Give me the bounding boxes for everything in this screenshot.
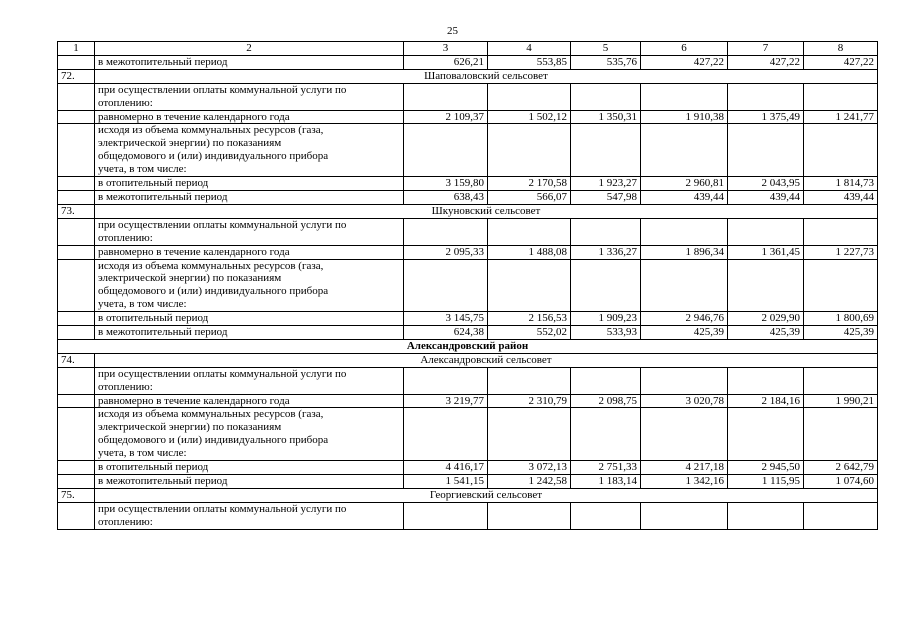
value-cell [641,408,728,461]
resources-row [58,408,878,421]
header-cell: 4 [488,42,571,56]
value-cell [804,259,878,312]
value-cell: 427,22 [804,55,878,69]
value-cell [488,367,571,394]
value-cell: 2 960,81 [641,177,728,191]
value-cell: 1 541,15 [404,475,488,489]
value-cell [728,124,804,177]
value-cell: 2 095,33 [404,245,488,259]
header-row [58,42,878,56]
value-cell [488,408,571,461]
row-label-line: отоплению: [95,232,404,245]
row-label-line: отоплению: [95,97,404,110]
value-cell [728,218,804,245]
value-cell: 1 488,08 [488,245,571,259]
heating-row [58,461,878,475]
value-cell: 1 115,95 [728,475,804,489]
row-label-line: учета, в том числе: [95,163,404,176]
row-label: в межотопительный период [95,190,404,204]
value-cell [804,408,878,461]
section-row [58,488,878,502]
value-cell [488,218,571,245]
value-cell [488,124,571,177]
value-cell: 2 310,79 [488,394,571,408]
value-cell: 3 145,75 [404,312,488,326]
index-cell [58,326,95,340]
value-cell [404,408,488,461]
section-row [58,69,878,83]
value-cell: 439,44 [641,190,728,204]
value-cell: 1 923,27 [571,177,641,191]
tariff-table [57,41,878,530]
value-cell: 2 945,50 [728,461,804,475]
value-cell: 2 109,37 [404,110,488,124]
value-cell [488,83,571,110]
value-cell: 1 336,27 [571,245,641,259]
row-label: равномерно в течение календарного года [95,245,404,259]
page-number: 25 [447,25,458,37]
value-cell: 427,22 [641,55,728,69]
value-cell [641,124,728,177]
uniform-row [58,245,878,259]
value-cell [641,367,728,394]
row-label: в межотопительный период [95,475,404,489]
value-cell: 3 020,78 [641,394,728,408]
value-cell: 2 946,76 [641,312,728,326]
section-title: Шкуновский сельсовет [95,204,878,218]
value-cell [488,259,571,312]
header-cell: 3 [404,42,488,56]
value-cell [728,367,804,394]
row-label: равномерно в течение календарного года [95,394,404,408]
value-cell [728,502,804,529]
value-cell: 3 219,77 [404,394,488,408]
value-cell: 553,85 [488,55,571,69]
value-cell [571,218,641,245]
value-cell [804,367,878,394]
table-body [58,42,878,530]
value-cell: 552,02 [488,326,571,340]
header-cell: 1 [58,42,95,56]
value-cell [641,502,728,529]
value-cell [728,83,804,110]
value-cell: 2 751,33 [571,461,641,475]
value-cell [404,83,488,110]
value-cell: 425,39 [728,326,804,340]
row-label-line: общедомового и (или) индивидуального прибора [95,434,404,447]
header-cell: 7 [728,42,804,56]
value-cell [571,367,641,394]
uniform-row [58,394,878,408]
row-label-line: при осуществлении оплаты коммунальной услуги по [95,83,404,96]
index-cell [58,83,95,110]
row-label: в отопительный период [95,312,404,326]
value-cell [641,259,728,312]
value-cell: 4 217,18 [641,461,728,475]
value-cell: 425,39 [641,326,728,340]
section-index: 73. [58,204,95,218]
value-cell: 1 896,34 [641,245,728,259]
value-cell: 624,38 [404,326,488,340]
non-heating-row [58,326,878,340]
value-cell: 533,93 [571,326,641,340]
index-cell [58,110,95,124]
index-cell [58,461,95,475]
index-cell [58,177,95,191]
value-cell: 1 361,45 [728,245,804,259]
resources-row [58,124,878,137]
row-label-line: отоплению: [95,381,404,394]
non-heating-row [58,190,878,204]
row-label-line: при осуществлении оплаты коммунальной услуги по [95,218,404,231]
value-cell: 1 910,38 [641,110,728,124]
row-label-line: учета, в том числе: [95,447,404,460]
intro-row [58,83,878,96]
value-cell: 1 183,14 [571,475,641,489]
section-index: 74. [58,353,95,367]
index-cell [58,245,95,259]
resources-row [58,259,878,272]
value-cell [804,218,878,245]
intro-row [58,218,878,231]
index-cell [58,475,95,489]
row-label: в межотопительный период [95,55,404,69]
value-cell: 1 342,16 [641,475,728,489]
value-cell: 427,22 [728,55,804,69]
value-cell: 439,44 [728,190,804,204]
value-cell [404,259,488,312]
index-cell [58,190,95,204]
value-cell: 2 029,90 [728,312,804,326]
value-cell [641,218,728,245]
row-label-line: общедомового и (или) индивидуального прибора [95,150,404,163]
value-cell: 3 159,80 [404,177,488,191]
value-cell [571,502,641,529]
row-label-line: при осуществлении оплаты коммунальной услуги по [95,502,404,515]
heating-row [58,312,878,326]
index-cell [58,259,95,312]
value-cell [804,124,878,177]
index-cell [58,218,95,245]
value-cell: 2 043,95 [728,177,804,191]
index-cell [58,502,95,529]
value-cell [571,259,641,312]
value-cell [404,124,488,177]
value-cell: 1 375,49 [728,110,804,124]
section-title: Александровский сельсовет [95,353,878,367]
value-cell: 2 170,58 [488,177,571,191]
row-label-line: электрической энергии) по показаниям [95,421,404,434]
section-row [58,353,878,367]
value-cell: 2 098,75 [571,394,641,408]
row-label-line: электрической энергии) по показаниям [95,137,404,150]
row-label-line: отоплению: [95,516,404,529]
value-cell: 1 990,21 [804,394,878,408]
value-cell [404,367,488,394]
value-cell: 626,21 [404,55,488,69]
index-cell [58,312,95,326]
row-label-line: общедомового и (или) индивидуального прибора [95,285,404,298]
index-cell [58,408,95,461]
row-label: в отопительный период [95,177,404,191]
value-cell: 1 227,73 [804,245,878,259]
row-label: в межотопительный период [95,326,404,340]
value-cell [728,259,804,312]
value-cell: 3 072,13 [488,461,571,475]
intro-row [58,367,878,380]
value-cell: 1 242,58 [488,475,571,489]
value-cell [488,502,571,529]
row-label-line: исходя из объема коммунальных ресурсов (газа, [95,124,404,137]
value-cell: 638,43 [404,190,488,204]
value-cell [804,83,878,110]
value-cell: 2 184,16 [728,394,804,408]
value-cell: 2 642,79 [804,461,878,475]
index-cell [58,367,95,394]
value-cell: 1 502,12 [488,110,571,124]
value-cell: 1 800,69 [804,312,878,326]
value-cell: 1 909,23 [571,312,641,326]
value-cell [571,83,641,110]
row-label-line: электрической энергии) по показаниям [95,272,404,285]
value-cell [571,124,641,177]
header-cell: 8 [804,42,878,56]
value-cell: 1 074,60 [804,475,878,489]
value-cell: 535,76 [571,55,641,69]
header-cell: 2 [95,42,404,56]
section-index: 75. [58,488,95,502]
value-cell [404,218,488,245]
section-title: Георгиевский сельсовет [95,488,878,502]
row-label: в отопительный период [95,461,404,475]
table-row [58,55,878,69]
intro-row [58,502,878,515]
value-cell: 2 156,53 [488,312,571,326]
row-label-line: исходя из объема коммунальных ресурсов (газа, [95,259,404,272]
index-cell [58,55,95,69]
index-cell [58,124,95,177]
row-label-line: при осуществлении оплаты коммунальной услуги по [95,367,404,380]
header-cell: 5 [571,42,641,56]
non-heating-row [58,475,878,489]
index-cell [58,394,95,408]
section-title: Шаповаловский сельсовет [95,69,878,83]
value-cell: 566,07 [488,190,571,204]
row-label: равномерно в течение календарного года [95,110,404,124]
value-cell [641,83,728,110]
value-cell: 547,98 [571,190,641,204]
value-cell [728,408,804,461]
uniform-row [58,110,878,124]
value-cell [571,408,641,461]
section-row [58,204,878,218]
section-index: 72. [58,69,95,83]
district-title: Александровский район [58,339,878,353]
row-label-line: исходя из объема коммунальных ресурсов (газа, [95,408,404,421]
value-cell: 1 350,31 [571,110,641,124]
value-cell [404,502,488,529]
value-cell [804,502,878,529]
row-label-line: учета, в том числе: [95,298,404,311]
value-cell: 1 814,73 [804,177,878,191]
value-cell: 425,39 [804,326,878,340]
value-cell: 439,44 [804,190,878,204]
heating-row [58,177,878,191]
district-row [58,339,878,353]
value-cell: 4 416,17 [404,461,488,475]
header-cell: 6 [641,42,728,56]
value-cell: 1 241,77 [804,110,878,124]
